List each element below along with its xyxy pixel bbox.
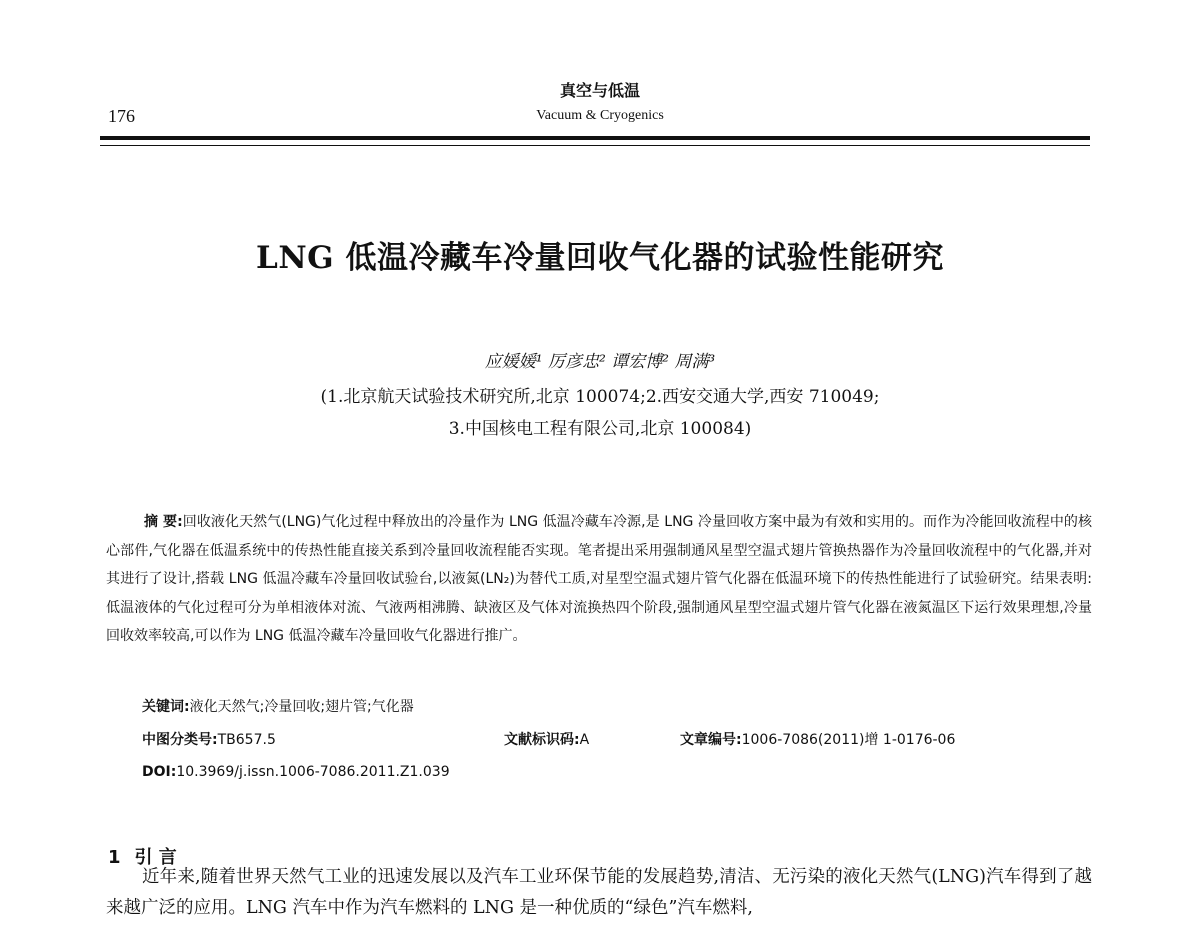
section-title: 引 言 (134, 847, 177, 868)
abstract (106, 508, 1092, 651)
doi-value: 10.3969/j.issn.1006-7086.2011.Z1.039 (176, 764, 450, 780)
document-code (504, 729, 589, 749)
keywords-value: 液化天然气;冷量回收;翅片管;气化器 (189, 699, 414, 715)
affiliation-line-1: (1.北京航天试验技术研究所,北京 100074;2.西安交通大学,西安 710049; (320, 387, 880, 407)
abstract-text: 回收液化天然气(LNG)气化过程中释放出的冷量作为 LNG 低温冷藏车冷源,是 LNG 冷量回收方案中最为有效和实用的。而作为冷能回收流程中的核心部件,气化器在低温系统中的传热性能直接关系到冷量回收流程能否实现。笔者提出采用强制通风星型空温式翅片管换热器作为冷量回收流程中的气化器,并对其进行了设计,搭载 LNG 低温冷藏车冷量回收试验台,以液氮(LN₂)为替代工质,对星型空温式翅片管气化器在低温环境下的传热性能进行了试验研究。结果表明:低温液体的气化过程可分为单相液体对流、气液两相沸腾、缺液区及气体对流换热四个阶段,强制通风星型空温式翅片管气化器在液氮温区下运行效果理想,冷量回收效率较高,可以作为 LNG 低温冷藏车冷量回收气化器进行推广。 (106, 514, 1092, 644)
journal-name-en: Vacuum & Cryogenics (536, 108, 664, 123)
header-rule-thick (100, 136, 1090, 140)
author-list: 应媛媛¹ 厉彦忠² 谭宏博² 周满³ (484, 352, 716, 372)
clc-value: TB657.5 (217, 732, 276, 748)
keywords (142, 696, 414, 716)
doi (142, 764, 450, 780)
page-number: 176 (108, 106, 135, 126)
document-code-value: A (579, 732, 590, 748)
document-code-label: 文献标识码: (504, 732, 580, 748)
abstract-label: 摘 要: (144, 514, 183, 530)
header-rule-thin (100, 145, 1090, 146)
intro-paragraph: 近年来,随着世界天然气工业的迅速发展以及汽车工业环保节能的发展趋势,清洁、无污染的液化天然气(LNG)汽车得到了越来越广泛的应用。LNG 汽车中作为汽车燃料的 LNG 是一种优质的“绿色”汽车燃料, (106, 867, 1092, 918)
article-number (680, 729, 955, 749)
section-number: 1 (108, 847, 121, 868)
clc-label: 中图分类号: (142, 732, 218, 748)
article-number-value: 1006-7086(2011)增 1-0176-06 (741, 732, 956, 748)
clc-number (142, 729, 276, 749)
article-title: LNG 低温冷藏车冷量回收气化器的试验性能研究 (256, 240, 944, 276)
keywords-label: 关键词: (142, 699, 190, 715)
article-number-label: 文章编号: (680, 732, 742, 748)
doi-label: DOI: (142, 764, 177, 780)
affiliation-line-2: 3.中国核电工程有限公司,北京 100084) (448, 419, 752, 439)
journal-name-cn: 真空与低温 (559, 81, 640, 100)
